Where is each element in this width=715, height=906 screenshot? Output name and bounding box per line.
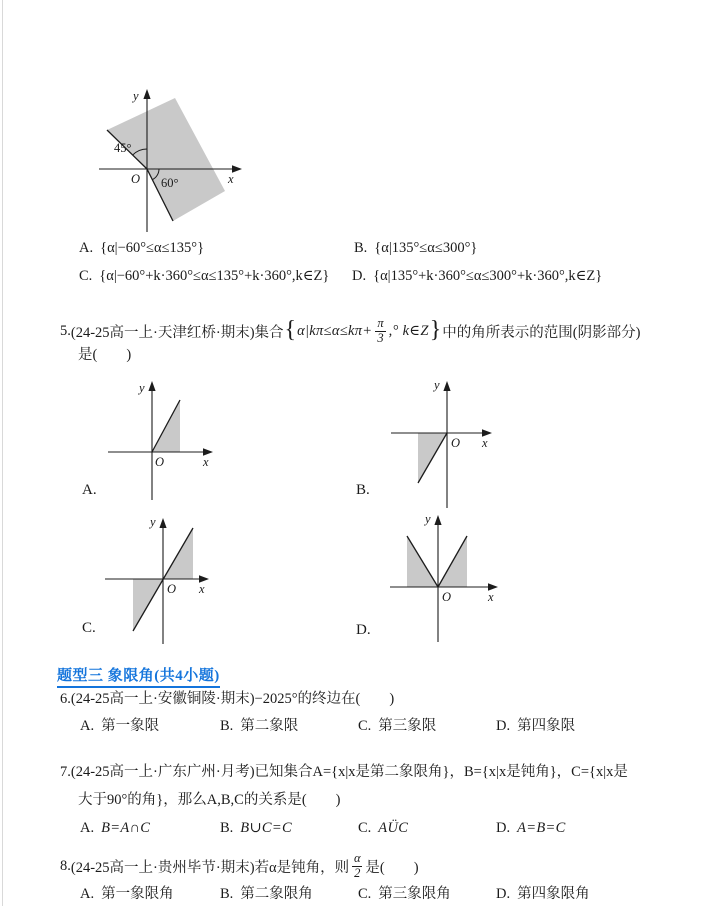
q5-stem-line2: 是( ): [78, 347, 132, 363]
q8-option-a: [80, 885, 174, 903]
q5-brace-open: {: [284, 316, 297, 343]
q5a-y-arrow-icon: [148, 381, 155, 391]
q5-fraction-denominator: 3: [377, 330, 384, 345]
q5-fraction: [375, 317, 385, 346]
q8-pre-text: 若α是钝角，则: [254, 859, 350, 876]
q4-angle-60-label: 60°: [161, 176, 179, 190]
q8-option-a-label: A.: [80, 886, 95, 902]
q5d-x-label: x: [488, 590, 494, 604]
q7-source: (24-25高一上·广东广州·月考): [70, 764, 255, 780]
q4-y-label: y: [133, 89, 139, 103]
q5-pre-text: 集合: [254, 324, 284, 341]
q4-option-b: [354, 239, 477, 257]
q4-option-b-text: {α|135°≤α≤300°}: [374, 240, 478, 256]
q7-line1-text: 已知集合A={x|x是第二象限角}，B={x|x是钝角}，C={x|x是: [254, 764, 628, 780]
q5c-y-arrow-icon: [159, 518, 166, 528]
q6-option-c: [358, 717, 436, 735]
figure-q4-angle-region: [95, 86, 270, 236]
q8-source: (24-25高一上·贵州毕节·期末): [70, 859, 255, 876]
q5-number: 5.: [60, 322, 71, 339]
figure-q5-option-a: [100, 376, 222, 504]
q4-option-a-text: {α|−60°≤α≤135°}: [100, 240, 205, 256]
q8-option-d-text: 第四象限角: [517, 886, 590, 902]
q6-option-c-label: C.: [358, 718, 372, 734]
figure-q5-option-b: [385, 376, 501, 512]
figure-q5-option-c: [100, 513, 216, 647]
q5-fraction-numerator: π: [377, 315, 384, 330]
q4-angle-45-label: 45°: [114, 141, 132, 155]
q8-fraction-denominator: 2: [354, 865, 361, 880]
q4-shaded-region: [107, 98, 225, 221]
q5c-origin-label: O: [167, 582, 177, 596]
q6-option-c-text: 第三象限: [378, 718, 437, 734]
q8-option-d: [496, 885, 590, 903]
q5-stem-line1: [60, 316, 640, 346]
q4-option-a-label: A.: [79, 240, 94, 256]
q5d-y-arrow-icon: [434, 515, 441, 525]
q7-option-c: [358, 819, 408, 837]
q5-brace-close: }: [429, 316, 442, 343]
q6-number: 6.: [60, 691, 71, 707]
q5c-y-label: y: [150, 515, 156, 529]
q6-option-d: [496, 717, 575, 735]
q5a-x-label: x: [203, 455, 209, 469]
q8-option-c-text: 第三象限角: [378, 886, 451, 902]
q7-option-d-text: A=B=C: [517, 820, 566, 836]
q7-option-b-label: B.: [220, 820, 234, 836]
q7-option-a-label: A.: [80, 820, 95, 836]
q5b-y-arrow-icon: [443, 381, 450, 391]
q7-option-d-label: D.: [496, 820, 511, 836]
q5-figure-c-label: C.: [82, 620, 96, 636]
q5b-y-label: y: [434, 378, 440, 392]
q8-stem: [60, 850, 419, 882]
q5-post-text: 中的角所表示的范围(阴影部分): [442, 324, 641, 341]
q8-number: 8.: [60, 857, 71, 874]
q5-figure-b-label: B.: [356, 482, 370, 498]
page-left-border: [2, 0, 3, 906]
q8-option-b: [220, 885, 313, 903]
q5-source: (24-25高一上·天津红桥·期末): [70, 324, 255, 341]
q4-option-c-text: {α|−60°+k·360°≤α≤135°+k·360°,k∈Z}: [99, 268, 330, 284]
q4-x-label: x: [228, 172, 234, 186]
q6-option-a: [80, 717, 159, 735]
q7-option-d: [496, 819, 566, 837]
q6-option-a-text: 第一象限: [101, 718, 160, 734]
section-heading: 题型三 象限角(共4小题): [57, 664, 220, 688]
q7-option-b-text: B∪C=C: [240, 820, 292, 836]
q6-option-b-text: 第二象限: [240, 718, 299, 734]
q4-option-b-label: B.: [354, 240, 368, 256]
q6-option-b-label: B.: [220, 718, 234, 734]
q6-option-d-text: 第四象限: [517, 718, 576, 734]
q8-option-c: [358, 885, 451, 903]
q4-y-arrow-icon: [143, 89, 150, 99]
q5d-origin-label: O: [442, 590, 452, 604]
q7-stem-line2: 大于90°的角}，那么A,B,C的关系是( ): [78, 792, 341, 808]
q8-option-b-text: 第二象限角: [240, 886, 313, 902]
q7-option-a: [80, 819, 150, 837]
q6-option-a-label: A.: [80, 718, 95, 734]
q4-origin-label: O: [131, 172, 141, 186]
q5d-y-label: y: [425, 512, 431, 526]
q8-option-d-label: D.: [496, 886, 511, 902]
q5-figure-a-label: A.: [82, 482, 97, 498]
q7-option-b: [220, 819, 292, 837]
q5a-origin-label: O: [155, 455, 165, 469]
q5a-y-label: y: [139, 381, 145, 395]
q4-option-d-text: {α|135°+k·360°≤α≤300°+k·360°,k∈Z}: [373, 268, 603, 284]
q5-figure-d-label: D.: [356, 622, 371, 638]
q6-source: (24-25高一上·安徽铜陵·期末): [70, 691, 255, 707]
q5b-x-label: x: [482, 436, 488, 450]
q4-option-c-label: C.: [79, 268, 93, 284]
q6-option-b: [220, 717, 298, 735]
q5-set-expression-2: ,° k∈Z: [388, 322, 429, 339]
q8-option-a-text: 第一象限角: [101, 886, 174, 902]
q6-text: −2025°的终边在( ): [254, 691, 395, 707]
q6-option-d-label: D.: [496, 718, 511, 734]
q7-option-c-label: C.: [358, 820, 372, 836]
q4-option-d-label: D.: [352, 268, 367, 284]
q4-option-c: [79, 267, 329, 285]
q8-option-b-label: B.: [220, 886, 234, 902]
q4-option-a: [79, 239, 204, 257]
q5-set-expression-1: α|kπ≤α≤kπ+: [297, 322, 373, 339]
q7-option-a-text: B=A∩C: [101, 820, 151, 836]
q8-fraction-numerator: α: [353, 850, 361, 865]
q5c-x-label: x: [199, 582, 205, 596]
figure-q5-option-d: [385, 508, 505, 646]
q7-stem-line1: [60, 763, 628, 781]
q8-option-c-label: C.: [358, 886, 372, 902]
q5b-origin-label: O: [451, 436, 461, 450]
q6-stem: [60, 690, 394, 708]
q8-post-text: 是( ): [365, 859, 419, 876]
q8-fraction: [352, 852, 362, 881]
q7-option-c-text: AÜC: [378, 820, 409, 836]
q4-option-d: [352, 267, 602, 285]
q7-number: 7.: [60, 764, 71, 780]
